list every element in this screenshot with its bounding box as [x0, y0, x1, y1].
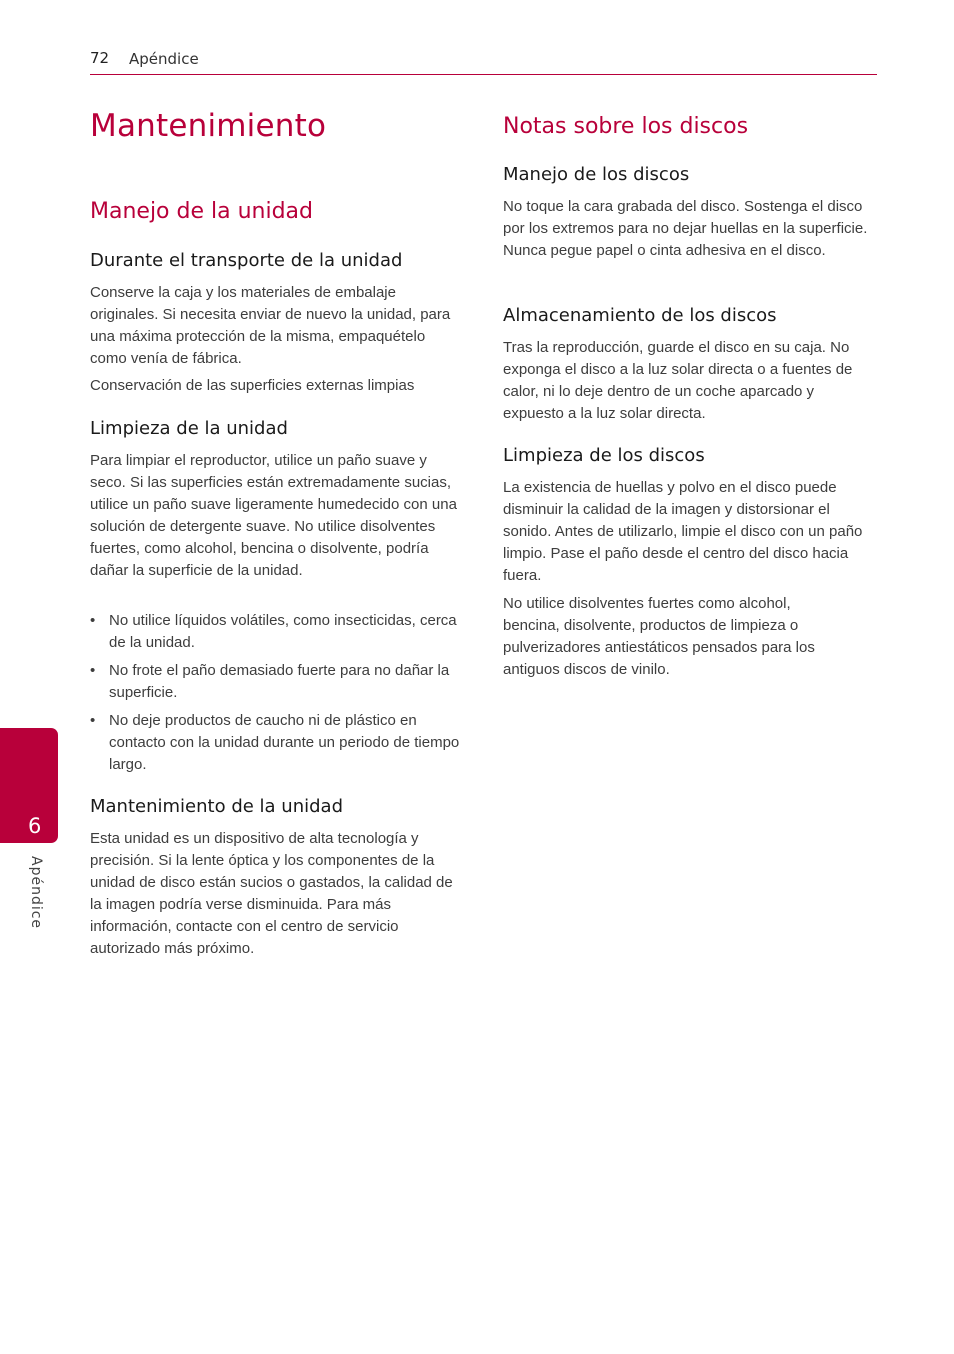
chapter-number: 6 [28, 814, 42, 838]
subheading-disc-storage: Almacenamiento de los discos [503, 305, 777, 326]
page-title: Mantenimiento [90, 108, 327, 144]
paragraph-transport: Conserve la caja y los materiales de embalaje originales. Si necesita enviar de nuevo la unidad, para una máxima protección de la misma, empaquételo como venía de fábrica. [90, 284, 451, 367]
paragraph-disc-solvents: No utilice disolventes fuertes como alcohol, bencina, disolvente, productos de limpieza o pulverizadores antiestáticos pensados para los antiguos discos de vinilo. [503, 595, 815, 678]
list-item: • No deje productos de caucho ni de plástico en contacto con la unidad durante un periodo de tiempo largo. [90, 710, 465, 776]
subheading-disc-cleaning: Limpieza de los discos [503, 445, 705, 466]
page-number: 72 [90, 49, 110, 67]
section-heading-disc-notes: Notas sobre los discos [503, 114, 749, 139]
list-item: • No frote el paño demasiado fuerte para no dañar la superficie. [90, 660, 465, 704]
subheading-unit-cleaning: Limpieza de la unidad [90, 418, 288, 439]
subheading-transport: Durante el transporte de la unidad [90, 250, 403, 271]
header-rule [90, 74, 877, 75]
paragraph-unit-cleaning: Para limpiar el reproductor, utilice un paño suave y seco. Si las superficies están extremadamente sucias, utilice un paño suave ligeramente humedecido con una solución de detergente suave. No utilice disolventes fuertes, como alcohol, bencina o disolvente, podría dañar la superficie de la unidad. [90, 452, 457, 579]
paragraph-disc-storage: Tras la reproducción, guarde el disco en su caja. No exponga el disco a la luz solar directa o a fuentes de calor, ni lo deje dentro de un coche aparcado y expuesto a la luz solar directa. [503, 339, 853, 422]
subheading-disc-handling: Manejo de los discos [503, 164, 690, 185]
chapter-label: Apéndice [28, 856, 44, 930]
list-item: • No utilice líquidos volátiles, como insecticidas, cerca de la unidad. [90, 610, 465, 654]
subheading-unit-maintenance: Mantenimiento de la unidad [90, 796, 343, 817]
paragraph-unit-maintenance: Esta unidad es un dispositivo de alta tecnología y precisión. Si la lente óptica y los componentes de la unidad de disco están sucios o gastados, la calidad de la imagen podría verse disminuida. Para más información, contacte con el centro de servicio autorizado más próximo. [90, 830, 453, 957]
paragraph-external-surfaces: Conservación de las superficies externas limpias [90, 377, 415, 394]
paragraph-disc-handling: No toque la cara grabada del disco. Sostenga el disco por los extremos para no dejar huellas en la superficie. Nunca pegue papel o cinta adhesiva en el disco. [503, 198, 868, 259]
section-heading-unit-handling: Manejo de la unidad [90, 199, 313, 224]
paragraph-disc-cleaning: La existencia de huellas y polvo en el disco puede disminuir la calidad de la imagen y distorsionar el sonido. Antes de utilizarlo, limpie el disco con un paño limpio. Pase el paño desde el centro del disco hacia fuera. [503, 479, 863, 584]
header-section-name: Apéndice [129, 50, 199, 68]
